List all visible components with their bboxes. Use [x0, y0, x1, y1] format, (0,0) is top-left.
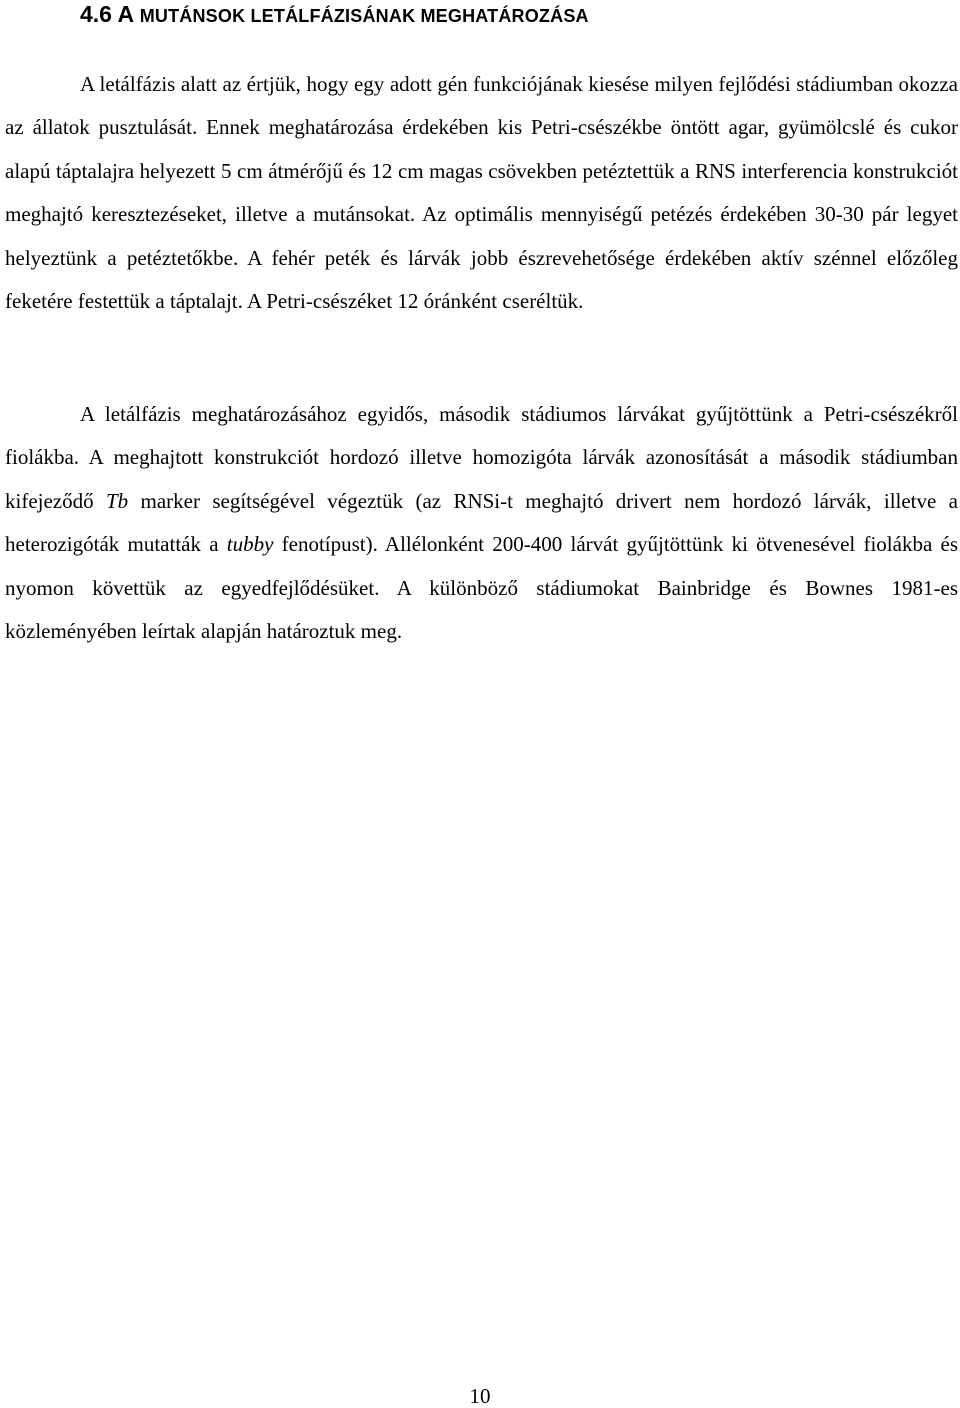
- heading-title: MUTÁNSOK LETÁLFÁZISÁNAK MEGHATÁROZÁSA: [139, 6, 589, 26]
- paragraph-2-text-a: A letálfázis meghatározásához egyidős, második stádiumos lárvákat gyűjtöttünk a Petri-csészékről fiolákba. A meghajtott konstrukciót hordozó illetve homozigóta lárvák azonosítását a második stádiumban kifejeződő: [5, 402, 958, 513]
- page-number: 10: [469, 1384, 491, 1408]
- section-number: 4.6: [80, 1, 112, 27]
- tb-marker-term: Tb: [105, 488, 129, 513]
- section-heading: [80, 0, 589, 30]
- paragraph-2-text-c: fenotípust). Allélonként 200-400 lárvát gyűjtöttünk ki ötvenesével fiolákba és nyomon követtük az egyedfejlődésüket. A különböző stádiumokat Bainbridge és Bownes 1981-es közleményében leírtak alapján határoztuk meg.: [5, 532, 958, 644]
- paragraph-1: [5, 63, 958, 323]
- paragraph-2: [5, 393, 958, 653]
- heading-initial: A: [117, 1, 134, 27]
- paragraph-2-text-b: marker segítségével végeztük (az RNSi-t meghajtó drivert nem hordozó lárvák, illetve a heterozigóták mutatták a: [5, 488, 959, 557]
- tubby-term: tubby: [226, 532, 274, 557]
- paragraph-1-text: A letálfázis alatt az értjük, hogy egy adott gén funkciójának kiesése milyen fejlődési stádiumban okozza az állatok pusztulását. Ennek meghatározása érdekében kis Petri-csészékbe öntött agar, gyümölcslé és cukor alapú táptalajra helyezett 5 cm átmérőjű és 12 cm magas csövekben petéztettük a RNS interferencia konstrukciót meghajtó keresztezéseket, illetve a mutánsokat. Az optimális mennyiségű petézés érdekében 30-30 pár legyet helyeztünk a petéztetőkbe. A fehér peték és lárvák jobb észrevehetősége érdekében aktív szénnel előzőleg feketére festettük a táptalajt. A Petri-csészéket 12 óránként cseréltük.: [5, 72, 958, 314]
